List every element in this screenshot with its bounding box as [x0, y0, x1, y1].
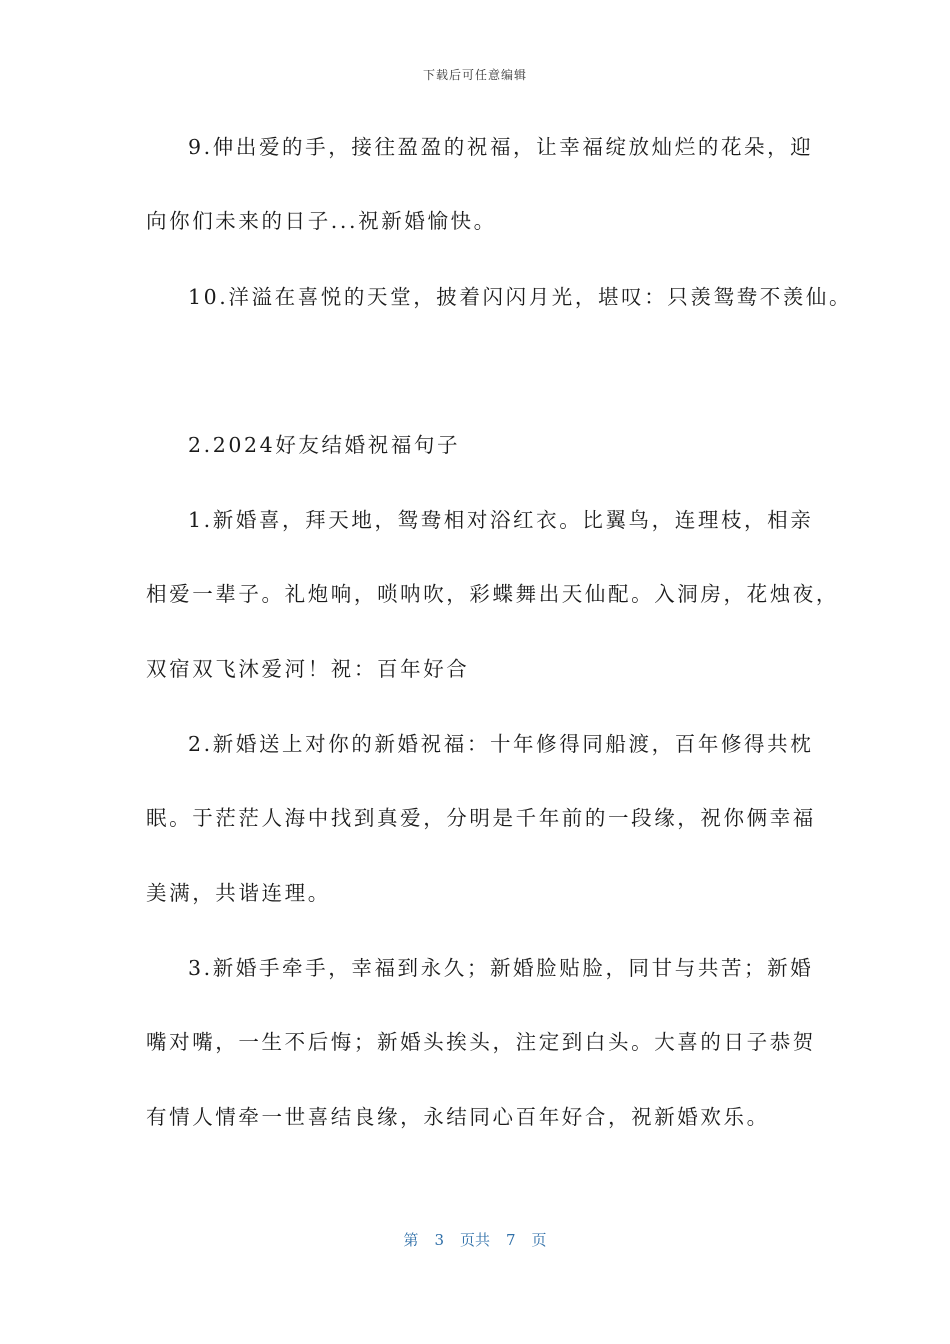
page-label: 第 — [403, 1231, 419, 1249]
paragraph-line: 3.新婚手牵手，幸福到永久；新婚脸贴脸，同甘与共苦；新婚 — [188, 956, 814, 980]
paragraph-line: 相爱一辈子。礼炮响，唢呐吹，彩蝶舞出天仙配。入洞房，花烛夜， — [146, 582, 839, 606]
paragraph-line: 美满，共谐连理。 — [146, 881, 331, 905]
paragraph-line: 10.洋溢在喜悦的天堂，披着闪闪月光，堪叹：只羡鸳鸯不羡仙。 — [188, 285, 853, 309]
paragraph-line: 眠。于茫茫人海中找到真爱，分明是千年前的一段缘，祝你俩幸福 — [146, 806, 816, 830]
paragraph-line: 1.新婚喜，拜天地，鸳鸯相对浴红衣。比翼鸟，连理枝，相亲 — [188, 508, 814, 532]
paragraph-line: 嘴对嘴，一生不后悔；新婚头挨头，注定到白头。大喜的日子恭贺 — [146, 1030, 816, 1054]
header-note: 下载后可任意编辑 — [422, 68, 527, 82]
paragraph-line: 双宿双飞沐爱河！祝：百年好合 — [146, 657, 470, 681]
page-end-label: 页 — [531, 1231, 547, 1249]
page-footer — [0, 1229, 950, 1250]
total-pages-number: 7 — [506, 1231, 516, 1249]
paragraph-line: 向你们未来的日子...祝新婚愉快。 — [146, 209, 497, 233]
paragraph-line: 2.新婚送上对你的新婚祝福：十年修得同船渡，百年修得共枕 — [188, 732, 814, 756]
paragraph-line: 有情人情牵一世喜结良缘，永结同心百年好合，祝新婚欢乐。 — [146, 1105, 770, 1129]
paragraph-line: 9.伸出爱的手，接往盈盈的祝福，让幸福绽放灿烂的花朵，迎 — [188, 135, 814, 159]
current-page-number: 3 — [434, 1231, 444, 1249]
section-heading: 2.2024好友结婚祝福句子 — [188, 433, 461, 457]
page-word: 页共 — [459, 1231, 490, 1249]
